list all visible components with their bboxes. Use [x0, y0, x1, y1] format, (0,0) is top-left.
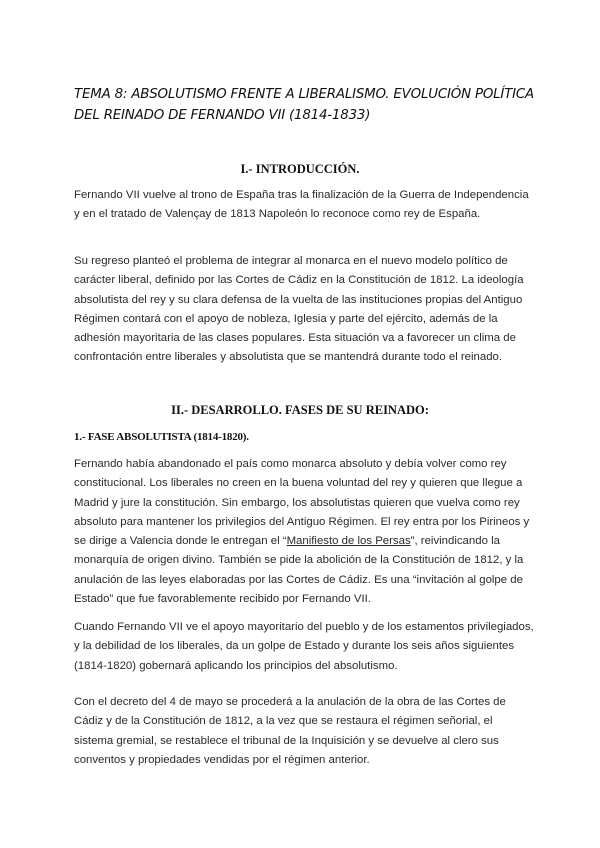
document-title: TEMA 8: ABSOLUTISMO FRENTE A LIBERALISMO. EVOLUCIÓN POLÍTICA DEL REINADO DE FERNANDO VII (1814-1833): [74, 87, 535, 123]
paragraph-fase-2: Cuando Fernando VII ve el apoyo mayoritario del pueblo y de los estamentos privilegiados, y la debilidad de los liberales, da un golpe de Estado y durante los seis años siguientes (1814-1820) gobernará aplicando los principios del absolutismo.: [74, 621, 534, 672]
paragraph-intro-2: Su regreso planteó el problema de integrar al monarca en el nuevo modelo político de carácter liberal, definido por las Cortes de Cádiz en la Constitución de 1812. La ideología absolutista del rey y su clara defensa de la vuelta de las instituciones propias del Antiguo Régimen contará con el apoyo de nobleza, Iglesia y parte del ejército, además de la adhesión mayoritaria de las clases populares. Esta situación va a favorecer un clima de confrontación entre liberales y absolutista que se mantendrá durante todo el reinado.: [74, 255, 524, 364]
paragraph-intro-1: Fernando VII vuelve al trono de España tras la finalización de la Guerra de Independencia y en el tratado de Valençay de 1813 Napoleón lo reconoce como rey de España.: [74, 189, 529, 221]
paragraph-fase-1-text-end: ”, reivindicando la monarquía de origen divino. También se pide la abolición de la Constitución de 1812, y la anulación de las leyes elaboradas por las Cortes de Cádiz. Es una “invitación al golpe de Estado” que fue favorablemente recibido por Fernando VII.: [74, 535, 524, 606]
paragraph-fase-1: [74, 455, 534, 609]
section-heading-desarrollo: II.- DESARROLLO. FASES DE SU REINADO:: [171, 403, 429, 417]
paragraph-fase-1-text-start: Fernando había abandonado el país como monarca absoluto y debía volver como rey constitucional. Los liberales no creen en la buena voluntad del rey y quieren que llegue a Madrid y jure la constitución. Sin embargo, los absolutistas quieren que vuelva como rey absoluto para mantener los privilegios del Antiguo Régimen. El rey entra por los Pirineos y se dirige a Valencia donde le entregan el “: [74, 458, 530, 548]
paragraph-fase-3: Con el decreto del 4 de mayo se procederá a la anulación de la obra de las Cortes de Cádiz y de la Constitución de 1812, a la vez que se restaura el régimen señorial, el sistema gremial, se restablece el tribunal de la Inquisición y se devuelve al clero sus conventos y propiedades vendidas por el régimen anterior.: [74, 696, 506, 766]
section-heading-introduccion: I.- INTRODUCCIÓN.: [240, 162, 360, 176]
manifiesto-persas-link[interactable]: Manifiesto de los Persas: [286, 535, 411, 548]
subheading-fase-absolutista: 1.- FASE ABSOLUTISTA (1814-1820).: [74, 431, 249, 443]
